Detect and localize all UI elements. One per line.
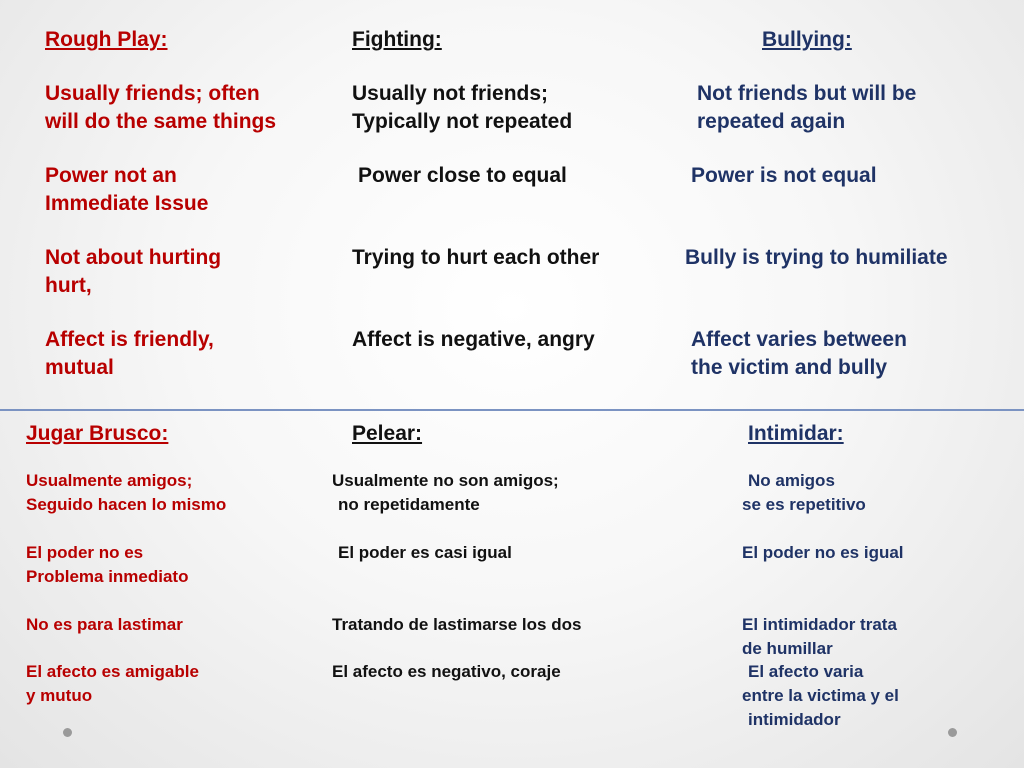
pelear-line: no repetidamente	[338, 495, 480, 514]
jugar-brusco-line: El afecto es amigable	[26, 662, 199, 681]
intimidar-heading: Intimidar:	[748, 422, 844, 445]
fighting-line: Typically not repeated	[352, 110, 573, 133]
bullying-line: the victim and bully	[691, 356, 888, 379]
intimidar-line: El poder no es igual	[742, 543, 904, 562]
fighting-line: Usually not friends;	[352, 82, 549, 105]
rough-play-line: Not about hurting	[45, 246, 222, 269]
intimidar-line: El intimidador trata	[742, 615, 897, 634]
intimidar-line: intimidador	[748, 710, 841, 729]
pelear-line: El poder es casi igual	[338, 543, 512, 562]
bullying-line: repeated again	[697, 110, 846, 133]
rough-play-line: Affect is friendly,	[45, 328, 214, 351]
rough-play-line: will do the same things	[45, 110, 277, 133]
rough-play-line: Power not an	[45, 164, 177, 187]
rough-play-line: Usually friends; often	[45, 82, 260, 105]
slide-corner-dot	[63, 728, 72, 737]
rough-play-line: hurt,	[45, 274, 92, 297]
pelear-line: El afecto es negativo, coraje	[332, 662, 561, 681]
fighting-heading: Fighting:	[352, 28, 442, 51]
bullying-line: Bully is trying to humiliate	[685, 246, 948, 269]
section-divider	[0, 409, 1024, 411]
jugar-brusco-line: y mutuo	[26, 686, 93, 705]
rough-play-line: mutual	[45, 356, 114, 379]
jugar-brusco-line: Seguido hacen lo mismo	[26, 495, 227, 514]
intimidar-line: se es repetitivo	[742, 495, 866, 514]
fighting-line: Trying to hurt each other	[352, 246, 600, 269]
fighting-line: Power close to equal	[358, 164, 567, 187]
rough-play-line: Immediate Issue	[45, 192, 209, 215]
bullying-line: Not friends but will be	[697, 82, 917, 105]
bullying-heading: Bullying:	[762, 28, 852, 51]
jugar-brusco-line: Usualmente amigos;	[26, 471, 193, 490]
jugar-brusco-heading: Jugar Brusco:	[26, 422, 169, 445]
bullying-line: Power is not equal	[691, 164, 877, 187]
pelear-heading: Pelear:	[352, 422, 423, 445]
slide-corner-dot	[948, 728, 957, 737]
fighting-line: Affect is negative, angry	[352, 328, 595, 351]
pelear-line: Tratando de lastimarse los dos	[332, 615, 582, 634]
jugar-brusco-line: No es para lastimar	[26, 615, 183, 634]
jugar-brusco-line: El poder no es	[26, 543, 144, 562]
jugar-brusco-line: Problema inmediato	[26, 567, 189, 586]
intimidar-line: entre la victima y el	[742, 686, 899, 705]
intimidar-line: El afecto varia	[748, 662, 864, 681]
rough-play-heading: Rough Play:	[45, 28, 168, 51]
bullying-line: Affect varies between	[691, 328, 907, 351]
pelear-line: Usualmente no son amigos;	[332, 471, 559, 490]
intimidar-line: No amigos	[748, 471, 835, 490]
intimidar-line: de humillar	[742, 639, 833, 658]
